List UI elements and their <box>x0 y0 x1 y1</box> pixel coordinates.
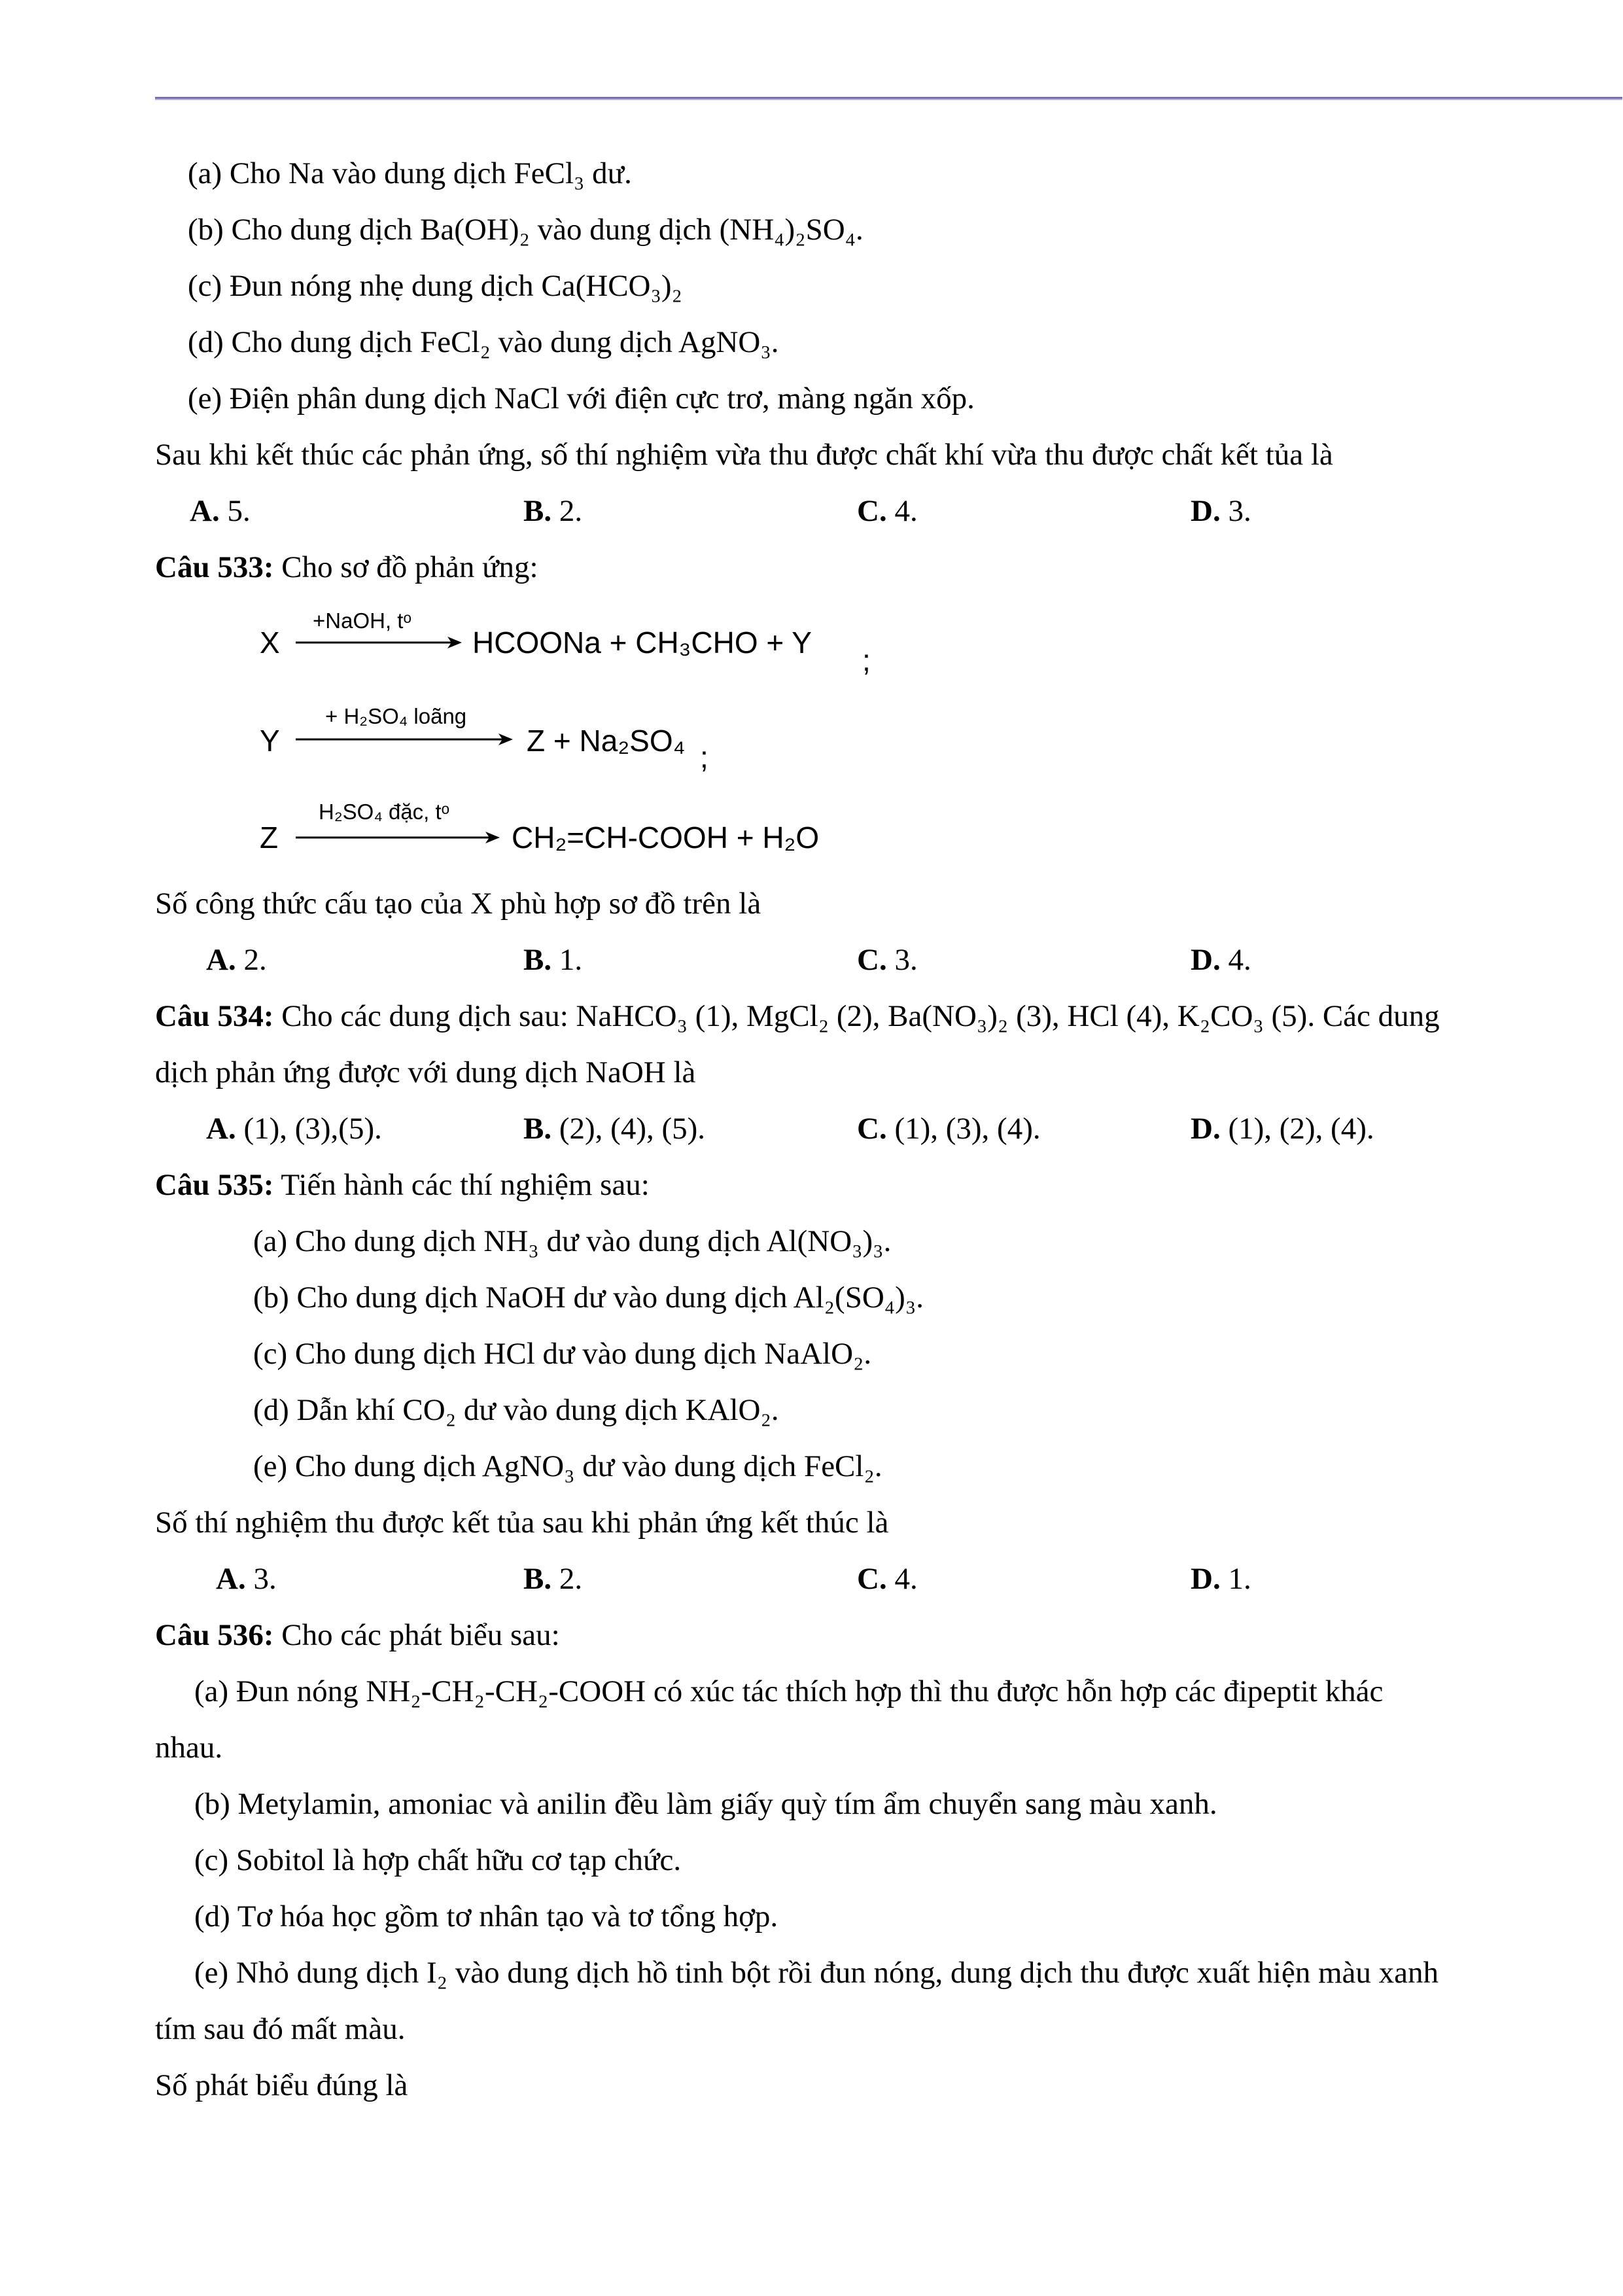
intro-option-b[interactable]: B. 2. <box>523 494 583 528</box>
q535-heading: Câu 535: Tiến hành các thí nghiệm sau: <box>155 1168 650 1202</box>
q533-option-c[interactable]: C. 3. <box>857 943 918 977</box>
reaction-3-reactant: Z <box>260 821 279 855</box>
q535-option-a[interactable]: A. 3. <box>216 1562 277 1596</box>
reaction-2-reactant: Y <box>260 724 280 758</box>
intro-item-b: (b) Cho dung dịch Ba(OH)₂ vào dung dịch (NH₄)₂SO₄. <box>188 213 864 247</box>
reaction-2-end: ; <box>700 740 708 774</box>
q534-heading: Câu 534: Cho các dung dịch sau: NaHCO₃ (1), MgCl₂ (2), Ba(NO₃)₂ (3), HCl (4), K₂CO₃ (5). Các dung <box>155 999 1440 1033</box>
intro-item-e: (e) Điện phân dung dịch NaCl với điện cực trơ, màng ngăn xốp. <box>188 381 975 415</box>
q533-option-b[interactable]: B. 1. <box>523 943 583 977</box>
intro-option-d[interactable]: D. 3. <box>1191 494 1251 528</box>
intro-question: Sau khi kết thúc các phản ứng, số thí nghiệm vừa thu được chất khí vừa thu được chất kết tủa là <box>155 438 1333 472</box>
intro-option-c[interactable]: C. 4. <box>857 494 918 528</box>
q536-item-a: (a) Đun nóng NH₂-CH₂-CH₂-COOH có xúc tác thích hợp thì thu được hỗn hợp các đipeptit khác <box>194 1674 1384 1708</box>
q534-option-d[interactable]: D. (1), (2), (4). <box>1191 1112 1374 1146</box>
reaction-3-condition: H₂SO₄ đặc, tᵒ <box>319 800 450 824</box>
q536-item-b: (b) Metylamin, amoniac và anilin đều làm giấy quỳ tím ẩm chuyển sang màu xanh. <box>194 1787 1217 1821</box>
reaction-2-products: Z + Na₂SO₄ <box>527 724 686 758</box>
intro-option-a[interactable]: A. 5. <box>190 494 251 528</box>
q534-option-b[interactable]: B. (2), (4), (5). <box>523 1112 706 1146</box>
q535-question: Số thí nghiệm thu được kết tủa sau khi phản ứng kết thúc là <box>155 1506 889 1540</box>
intro-item-a: (a) Cho Na vào dung dịch FeCl₃ dư. <box>188 156 632 190</box>
header-rule <box>155 97 1622 100</box>
q536-item-e-cont: tím sau đó mất màu. <box>155 2012 406 2046</box>
q536-item-c: (c) Sobitol là hợp chất hữu cơ tạp chức. <box>194 1843 682 1877</box>
intro-item-d: (d) Cho dung dịch FeCl₂ vào dung dịch AgNO₃. <box>188 325 779 359</box>
q536-item-e: (e) Nhỏ dung dịch I₂ vào dung dịch hồ tinh bột rồi đun nóng, dung dịch thu được xuất hiện màu xanh <box>194 1956 1439 1990</box>
q533-option-d[interactable]: D. 4. <box>1191 943 1251 977</box>
reaction-3-products: CH₂=CH-COOH + H₂O <box>512 821 820 855</box>
reaction-2-condition: + H₂SO₄ loãng <box>325 704 467 728</box>
reaction-1-condition: +NaOH, tᵒ <box>313 609 411 633</box>
q534-option-c[interactable]: C. (1), (3), (4). <box>857 1112 1041 1146</box>
reaction-1-reactant: X <box>260 626 280 660</box>
q535-item-c: (c) Cho dung dịch HCl dư vào dung dịch NaAlO₂. <box>253 1337 872 1371</box>
intro-item-c: (c) Đun nóng nhẹ dung dịch Ca(HCO₃)₂ <box>188 269 682 303</box>
q535-item-b: (b) Cho dung dịch NaOH dư vào dung dịch Al₂(SO₄)₃. <box>253 1280 924 1315</box>
q533-heading: Câu 533: Cho sơ đồ phản ứng: <box>155 550 538 584</box>
q533-option-a[interactable]: A. 2. <box>206 943 267 977</box>
q536-heading: Câu 536: Cho các phát biểu sau: <box>155 1618 560 1652</box>
reaction-1-products: HCOONa + CH₃CHO + Y <box>472 626 812 660</box>
reaction-2-arrow <box>294 732 517 747</box>
q536-question: Số phát biểu đúng là <box>155 2068 408 2102</box>
q534-text-cont: dịch phản ứng được với dung dịch NaOH là <box>155 1055 696 1089</box>
q535-item-e: (e) Cho dung dịch AgNO₃ dư vào dung dịch FeCl₂. <box>253 1449 882 1483</box>
q536-item-d: (d) Tơ hóa học gồm tơ nhân tạo và tơ tổng hợp. <box>194 1899 778 1934</box>
reaction-3-arrow <box>294 830 504 845</box>
reaction-1-arrow <box>294 635 464 650</box>
reaction-1-end: ; <box>862 643 871 677</box>
q535-option-c[interactable]: C. 4. <box>857 1562 918 1596</box>
q536-item-a-cont: nhau. <box>155 1731 223 1765</box>
q535-item-d: (d) Dẫn khí CO₂ dư vào dung dịch KAlO₂. <box>253 1393 779 1427</box>
q535-option-d[interactable]: D. 1. <box>1191 1562 1251 1596</box>
q534-option-a[interactable]: A. (1), (3),(5). <box>206 1112 382 1146</box>
q535-item-a: (a) Cho dung dịch NH₃ dư vào dung dịch Al(NO₃)₃. <box>253 1224 892 1258</box>
q533-question: Số công thức cấu tạo của X phù hợp sơ đồ trên là <box>155 887 761 921</box>
q535-option-b[interactable]: B. 2. <box>523 1562 583 1596</box>
